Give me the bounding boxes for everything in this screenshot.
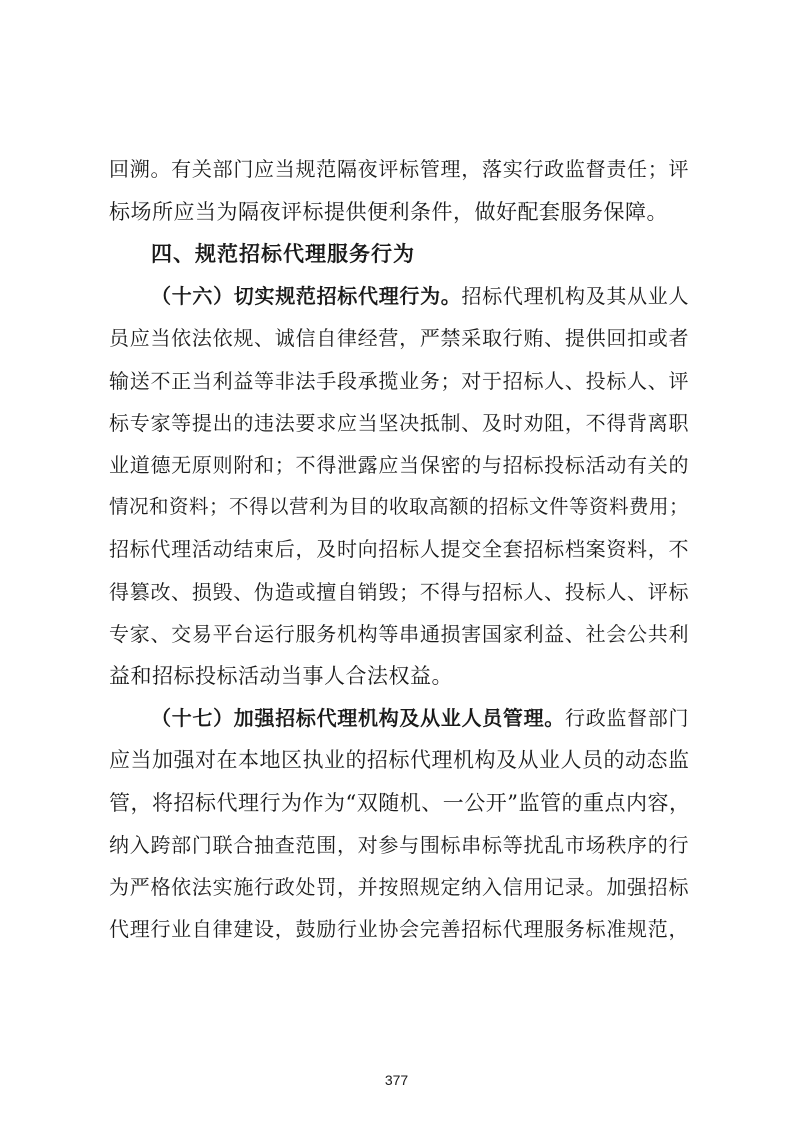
paragraph-16-lead: （十六）切实规范招标代理行为。: [151, 284, 462, 308]
body-line: 业道德无原则附和；不得泄露应当保密的与招标投标活动有关的: [109, 453, 689, 477]
body-line: 益和招标投标活动当事人合法权益。: [109, 664, 453, 688]
body-line: 员应当依法依规、诚信自律经营，严禁采取行贿、提供回扣或者: [109, 326, 689, 350]
body-line: 纳入跨部门联合抽查范围，对参与围标串标等扰乱市场秩序的行: [109, 833, 689, 857]
paragraph-16-first-rest: 招标代理机构及其从业人: [461, 284, 689, 308]
body-line: 招标代理活动结束后，及时向招标人提交全套招标档案资料，不: [109, 537, 689, 561]
body-line: 回溯。有关部门应当规范隔夜评标管理，落实行政监督责任；评: [109, 157, 689, 181]
body-line: 情况和资料；不得以营利为目的收取高额的招标文件等资料费用；: [109, 495, 690, 518]
paragraph-17-first-rest: 行政监督部门: [565, 706, 689, 730]
body-line: 应当加强对在本地区执业的招标代理机构及从业人员的动态监: [109, 748, 690, 772]
body-line: 代理行业自律建设，鼓励行业协会完善招标代理服务标准规范，: [109, 917, 689, 941]
body-line: 为严格依法实施行政处罚，并按照规定纳入信用记录。加强招标: [109, 875, 689, 899]
body-line: 标专家等提出的违法要求应当坚决抵制、及时劝阻，不得背离职: [109, 411, 689, 435]
body-line: 专家、交易平台运行服务机构等串通损害国家利益、社会公共利: [109, 622, 689, 646]
body-line: 标场所应当为隔夜评标提供便利条件，做好配套服务保障。: [109, 200, 668, 224]
body-line: 输送不正当利益等非法手段承揽业务；对于招标人、投标人、评: [109, 369, 689, 393]
paragraph-17-first-line: [151, 701, 689, 735]
body-line: 得篡改、损毁、伪造或擅自销毁；不得与招标人、投标人、评标: [109, 580, 689, 604]
page-number: 377: [384, 1072, 409, 1088]
body-line: 管，将招标代理行为作为“双随机、一公开”监管的重点内容，: [109, 791, 691, 815]
section-heading: 四、规范招标代理服务行为: [151, 242, 415, 266]
paragraph-17-lead: （十七）加强招标代理机构及从业人员管理。: [151, 706, 565, 730]
paragraph-16-first-line: [151, 279, 689, 313]
